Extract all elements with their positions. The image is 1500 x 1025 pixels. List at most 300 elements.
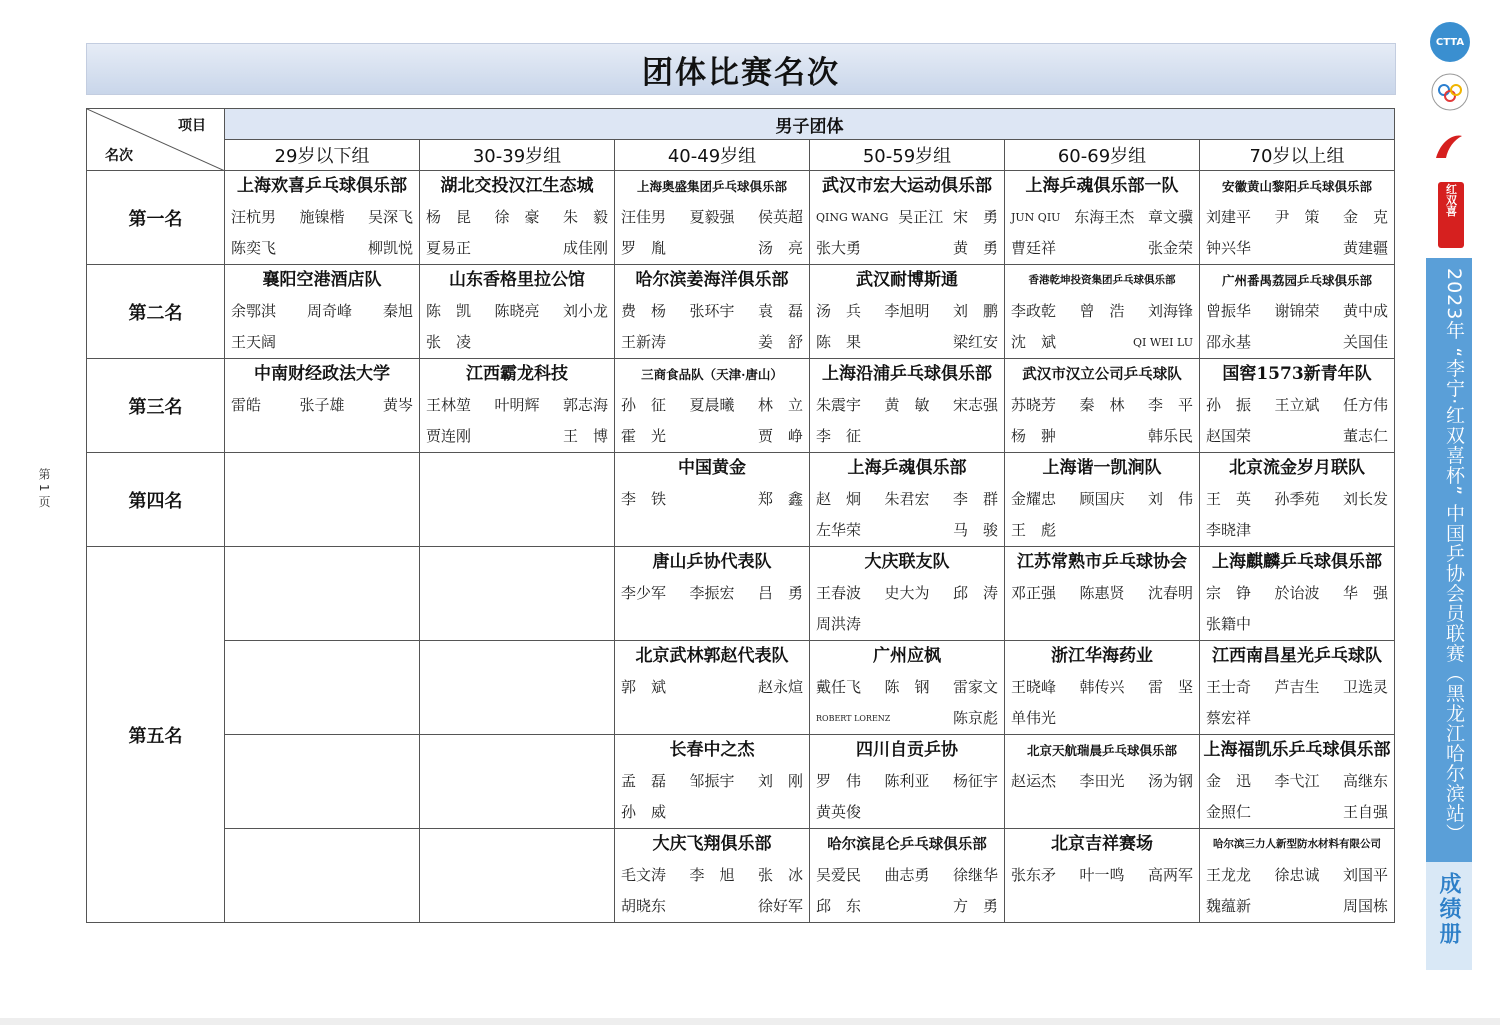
player-name: 孙 威 [621,803,667,821]
player-line [615,891,809,922]
player-name: 贾连刚 [426,427,472,445]
player-name: 顾国庆 [1079,490,1125,508]
player-list [810,578,1004,640]
player-name: 刘小龙 [562,302,608,320]
player-line [1005,327,1199,358]
team-cell [225,171,420,265]
player-line [615,578,809,609]
player-line [810,296,1004,327]
player-list [1005,766,1199,797]
player-name: 叶一鸣 [1079,866,1125,884]
result-row [87,265,1395,359]
team-cell [1005,359,1200,453]
team-cell [225,265,420,359]
player-name: 黄中成 [1342,302,1388,320]
team-name: 武汉耐博斯通 [856,270,958,290]
player-line [1005,484,1199,515]
team-name: 江苏常熟市乒乓球协会 [1017,552,1187,572]
player-name: 尹 策 [1274,208,1320,226]
player-name: 高继东 [1342,772,1388,790]
player-list [615,390,809,452]
player-line [225,390,419,421]
player-name: 刘 鹏 [952,302,998,320]
player-line [1200,327,1394,358]
team-name: 北京流金岁月联队 [1229,458,1365,478]
player-line [1200,296,1394,327]
player-name: 曹廷祥 [1011,239,1057,257]
player-name: 柳凯悦 [367,239,413,257]
player-name: 张籍中 [1206,615,1252,633]
player-name: 杨征宇 [952,772,998,790]
player-name: 王林堃 [426,396,472,414]
player-list [615,766,809,828]
player-name: 章文骥 [1147,208,1193,226]
player-list [615,202,809,264]
team-cell [1200,265,1395,359]
player-list [1005,860,1199,891]
corner-cell [87,109,225,171]
team-cell [1005,641,1200,735]
player-line [1200,703,1394,734]
team-cell [225,359,420,453]
player-name: 芦吉生 [1274,678,1320,696]
player-line [1005,296,1199,327]
player-line [1200,390,1394,421]
player-line [225,202,419,233]
player-line [1200,202,1394,233]
player-line [615,860,809,891]
age-group-header: 50-59岁组 [810,140,1005,171]
player-name: 黄建疆 [1342,239,1388,257]
team-cell [1200,453,1395,547]
player-line [810,672,1004,703]
player-name: 郭志海 [562,396,608,414]
player-list [420,296,614,358]
player-name: 吴爱民 [816,866,862,884]
team-cell [615,735,810,829]
player-name: 赵 炯 [816,490,862,508]
player-list [1005,390,1199,452]
player-name: 金 克 [1342,208,1388,226]
team-cell [225,735,420,829]
player-name: 刘 伟 [1147,490,1193,508]
player-name: 周奇峰 [306,302,352,320]
player-line [1200,891,1394,922]
player-name: 罗 伟 [816,772,862,790]
team-cell [420,453,615,547]
player-line [420,296,614,327]
result-row [87,359,1395,453]
player-line [1005,703,1199,734]
team-cell [615,453,810,547]
player-name: 黄岑 [382,396,413,414]
player-name: 王立斌 [1274,396,1320,414]
team-cell [1005,453,1200,547]
team-name: 上海谐一凯涧队 [1042,458,1162,478]
team-name: 哈尔滨昆仑乒乓球俱乐部 [827,836,987,853]
player-name: 陈奕飞 [231,239,277,257]
player-name: 汤 兵 [816,302,862,320]
player-name: 孟 磊 [621,772,667,790]
player-name: 宋 勇 [952,208,998,226]
player-list [810,484,1004,546]
player-name: 赵国荣 [1206,427,1252,445]
team-name: 山东香格里拉公馆 [449,270,585,290]
player-name: 施镍楷 [299,208,345,226]
result-row [87,453,1395,547]
player-line [615,484,809,515]
player-list [1005,296,1199,358]
player-name: 赵永煊 [757,678,803,696]
results-table [86,108,1395,923]
player-line [615,672,809,703]
player-name: 邱 东 [816,897,862,915]
player-line [615,421,809,452]
player-line [810,578,1004,609]
corner-top-label: 项目 [178,118,206,134]
player-name: 刘建平 [1206,208,1252,226]
team-cell [420,547,615,641]
player-line [1200,515,1394,546]
player-name: 王 博 [562,427,608,445]
ctta-logo-icon: CTTA [1430,22,1470,62]
player-name: 王春波 [816,584,862,602]
player-name: QING WANG [816,211,889,224]
age-group-header: 40-49岁组 [615,140,810,171]
team-name: 安徽黄山黎阳乒乓球俱乐部 [1221,179,1372,194]
player-name: 单伟光 [1011,709,1057,727]
player-line [1005,202,1199,233]
player-name: 霍 光 [621,427,667,445]
team-name: 湖北交投汉江生态城 [440,176,594,196]
player-name: 黄英俊 [816,803,862,821]
team-name: 上海麒麟乒乓球俱乐部 [1212,552,1382,572]
player-name: 林 立 [757,396,803,414]
player-name: 成佳刚 [562,239,608,257]
player-name: 东海王杰 [1074,208,1135,226]
player-list [1200,390,1394,452]
svg-text:红双喜: 红双喜 [1444,183,1458,217]
player-name: 孙 振 [1206,396,1252,414]
team-cell [1005,547,1200,641]
player-name: 罗 胤 [621,239,667,257]
player-list [810,202,1004,264]
team-name: 北京天航瑞晨乒乓球俱乐部 [1026,743,1177,758]
team-name: 上海乒魂俱乐部 [847,458,967,478]
team-cell [1200,359,1395,453]
men-team-header: 男子团体 [225,109,1395,140]
team-name: 长春中之杰 [669,740,755,760]
player-line [810,484,1004,515]
team-name: 上海奥盛集团乒乓球俱乐部 [636,179,787,194]
player-name: 黄 勇 [952,239,998,257]
player-name: 汪杭男 [231,208,277,226]
player-line [225,296,419,327]
player-name: 李旭明 [884,302,930,320]
player-line [1005,233,1199,264]
player-name: 余鄂淇 [231,302,277,320]
player-list [810,860,1004,922]
player-list [225,390,419,421]
player-line [1005,672,1199,703]
player-name: 李政乾 [1011,302,1057,320]
player-name: 贾 峥 [757,427,803,445]
team-cell [615,359,810,453]
player-list [420,202,614,264]
team-name: 大庆联友队 [864,552,950,572]
player-name: 王新涛 [621,333,667,351]
player-name: 夏毅强 [689,208,735,226]
player-line [1200,578,1394,609]
player-line [1200,421,1394,452]
team-cell [1200,171,1395,265]
team-name: 北京吉祥赛场 [1051,834,1153,854]
team-name: 广州应枫 [873,646,941,666]
player-name: 费 杨 [621,302,667,320]
team-name: 香港乾坤投资集团乒乓球俱乐部 [1028,274,1176,286]
team-name: 四川自贡乒协 [856,740,958,760]
player-name: 曲志勇 [884,866,930,884]
player-line [1200,672,1394,703]
player-name: 於诒波 [1274,584,1320,602]
dhs-logo-icon [1434,180,1468,250]
player-name: 王天阔 [231,333,277,351]
team-name: 大庆飞翔俱乐部 [652,834,772,854]
player-line [615,233,809,264]
team-cell [810,641,1005,735]
result-row [87,171,1395,265]
player-name: 朱 毅 [562,208,608,226]
player-list [1005,578,1199,609]
team-name: 哈尔滨三力人新型防水材料有限公司 [1213,838,1381,850]
player-name: 李 平 [1147,396,1193,414]
player-name: 华 强 [1342,584,1388,602]
player-name: 刘 刚 [757,772,803,790]
league-logo-icon [1430,72,1470,112]
player-name: 姜 舒 [757,333,803,351]
team-cell [420,171,615,265]
bottom-edge [0,1018,1500,1025]
team-cell [615,829,810,923]
rank-label: 第三名 [87,359,225,453]
player-list [810,766,1004,828]
player-name: QI WEI LU [1132,336,1193,349]
team-cell [615,547,810,641]
player-list [615,578,809,609]
player-line [1005,515,1199,546]
player-name: 杨 昆 [426,208,472,226]
player-line [1200,766,1394,797]
player-list [810,390,1004,452]
player-name: 高两军 [1147,866,1193,884]
player-name: 关国佳 [1342,333,1388,351]
player-name: 张子雄 [299,396,345,414]
team-name: 上海沿浦乒乓球俱乐部 [822,364,992,384]
player-list [615,296,809,358]
page-number: 第 1 页 [37,468,51,508]
player-line [615,797,809,828]
player-name: 朱震宇 [816,396,862,414]
player-name: 左华荣 [816,521,862,539]
player-name: 孙 征 [621,396,667,414]
player-name: 吴深飞 [367,208,413,226]
rank-label: 第五名 [87,547,225,923]
player-name: 夏晨曦 [689,396,735,414]
team-name: 唐山乒协代表队 [652,552,772,572]
player-name: 张金荣 [1147,239,1193,257]
player-name: 韩传兴 [1079,678,1125,696]
player-name: 李 群 [952,490,998,508]
team-name: 中国黄金 [678,458,746,478]
player-line [810,421,1004,452]
player-name: 魏蕴新 [1206,897,1252,915]
player-line [1200,860,1394,891]
team-name: 国窖1573新青年队 [1222,364,1372,384]
player-list [615,484,809,515]
player-name: 谢锦荣 [1274,302,1320,320]
age-group-header: 29岁以下组 [225,140,420,171]
player-line [1005,390,1199,421]
player-name: 徐好军 [757,897,803,915]
team-cell [225,453,420,547]
player-name: 王晓峰 [1011,678,1057,696]
player-name: 陈 钢 [884,678,930,696]
team-name: 江西南昌星光乒乓球队 [1212,646,1382,666]
player-name: 曾 浩 [1079,302,1125,320]
team-cell [420,359,615,453]
lining-logo-icon [1432,128,1466,168]
player-name: 陈惠贤 [1079,584,1125,602]
team-name: 武汉市汉立公司乒乓球队 [1022,366,1182,383]
team-cell [1200,735,1395,829]
player-name: 宋志强 [952,396,998,414]
player-name: 刘国平 [1342,866,1388,884]
player-line [810,703,1004,734]
player-line [420,233,614,264]
player-line [1005,421,1199,452]
player-name: 邓正强 [1011,584,1057,602]
player-name: 梁红安 [952,333,998,351]
player-list [420,390,614,452]
team-cell [810,829,1005,923]
team-cell [420,265,615,359]
player-name: 刘海锋 [1147,302,1193,320]
player-line [810,390,1004,421]
team-cell [225,829,420,923]
player-name: 曾振华 [1206,302,1252,320]
player-name: 徐继华 [952,866,998,884]
team-name: 上海乒魂俱乐部一队 [1025,176,1179,196]
player-list [1200,860,1394,922]
player-name: 李 征 [816,427,862,445]
player-list [615,672,809,703]
player-name: 李振宏 [689,584,735,602]
rank-label: 第四名 [87,453,225,547]
rank-label: 第二名 [87,265,225,359]
player-line [420,202,614,233]
player-name: 陈 凯 [426,302,472,320]
team-name: 三商食品队（天津·唐山） [641,367,783,382]
player-name: 胡晓东 [621,897,667,915]
player-line [420,421,614,452]
player-name: 李弋江 [1274,772,1320,790]
player-list [225,296,419,358]
player-name: 王士奇 [1206,678,1252,696]
team-name: 哈尔滨姜海洋俱乐部 [635,270,789,290]
player-list [225,202,419,264]
player-line [810,797,1004,828]
player-line [810,766,1004,797]
player-line [615,327,809,358]
player-list [1200,672,1394,734]
team-cell [1200,641,1395,735]
team-name: 上海福凯乐乒乓球俱乐部 [1203,740,1391,760]
team-cell [810,359,1005,453]
team-cell [1005,735,1200,829]
player-line [615,390,809,421]
team-cell [810,265,1005,359]
player-line [810,515,1004,546]
player-name: 马 骏 [952,521,998,539]
player-name: 张东矛 [1011,866,1057,884]
player-list [615,860,809,922]
player-name: 吕 勇 [757,584,803,602]
player-name: 汤为钢 [1147,772,1193,790]
player-name: 李 旭 [689,866,735,884]
side-title: 2023年 “李宁·红双喜杯” 中国乒协会员联赛（黑龙江哈尔滨站） [1443,268,1465,844]
player-name: 金耀忠 [1011,490,1057,508]
player-line [1005,766,1199,797]
team-cell [1005,265,1200,359]
player-name: 雷家文 [952,678,998,696]
player-name: 叶明辉 [494,396,540,414]
team-cell [615,171,810,265]
team-name: 江西霸龙科技 [466,364,568,384]
page-title: 团体比赛名次 [642,54,840,91]
player-name: 张 凌 [426,333,472,351]
age-group-header: 30-39岁组 [420,140,615,171]
player-line [1200,484,1394,515]
player-name: 金照仁 [1206,803,1252,821]
player-name: 汪佳男 [621,208,667,226]
player-line [810,609,1004,640]
player-name: 王龙龙 [1206,866,1252,884]
player-line [615,766,809,797]
team-cell [1005,829,1200,923]
player-line [1200,797,1394,828]
player-name: 张环宇 [689,302,735,320]
player-name: 吴正江 [898,208,944,226]
player-name: ROBERT LORENZ [816,714,891,723]
team-cell [615,641,810,735]
team-cell [810,171,1005,265]
team-cell [225,547,420,641]
team-cell [1005,171,1200,265]
player-name: 陈利亚 [884,772,930,790]
player-name: 郭 斌 [621,678,667,696]
side-subtitle: 成绩册 [1436,872,1461,947]
result-row [87,735,1395,829]
player-list [1200,766,1394,828]
player-line [225,327,419,358]
player-name: 沈春明 [1147,584,1193,602]
player-name: 王自强 [1342,803,1388,821]
team-cell [810,735,1005,829]
player-line [420,327,614,358]
player-name: 袁 磊 [757,302,803,320]
player-name: 刘长发 [1342,490,1388,508]
player-name: 徐 豪 [494,208,540,226]
